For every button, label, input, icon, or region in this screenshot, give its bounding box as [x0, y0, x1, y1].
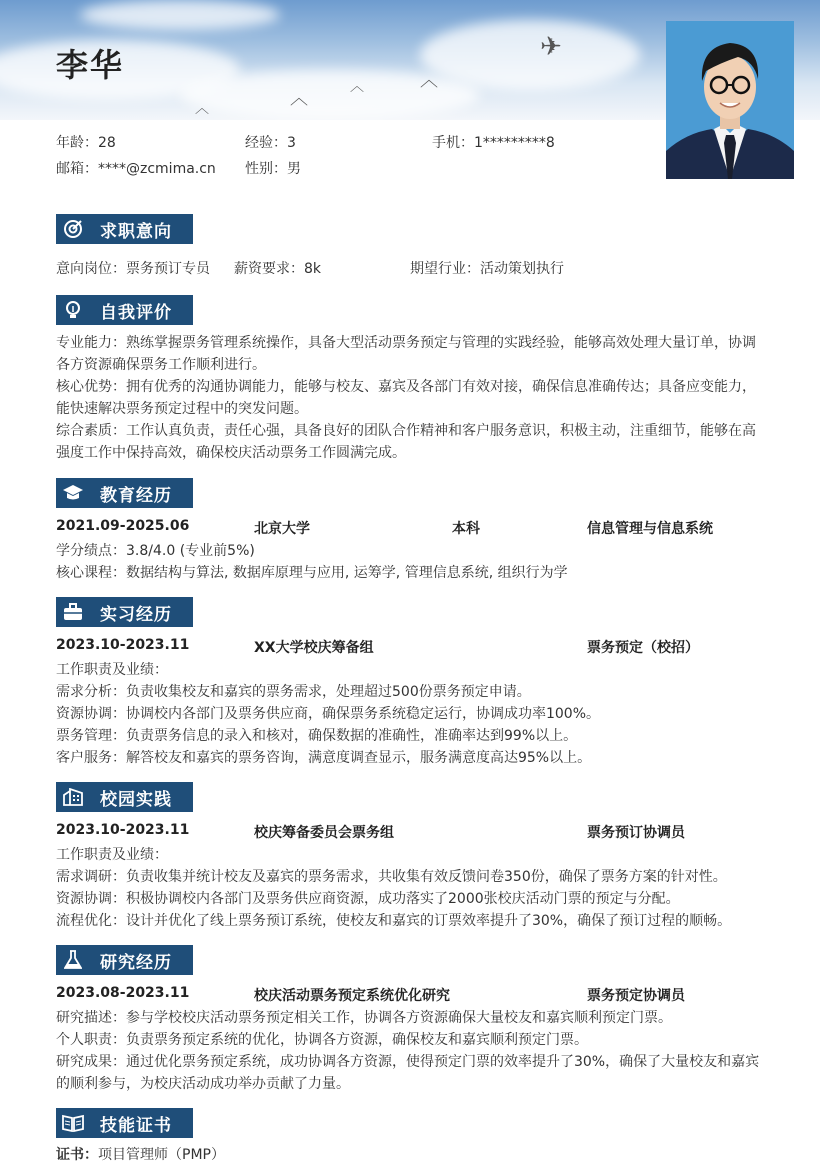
campus-line: 资源协调：积极协调校内各部门及票务供应商资源，成功落实了2000张校庆活动门票的预定与分配。 — [56, 891, 680, 907]
profile-photo — [666, 21, 794, 179]
internship-line: 需求分析：负责收集校友和嘉宾的票务需求，处理超过500份票务预定申请。 — [56, 684, 531, 700]
cert-value: 项目管理师（PMP） — [98, 1147, 225, 1163]
research-line: 个人职责：负责票务预定系统的优化，协调各方资源，确保校友和嘉宾顺利预定门票。 — [56, 1032, 588, 1048]
section-title: 实习经历 — [100, 604, 172, 625]
education-major: 信息管理与信息系统 — [587, 521, 713, 537]
briefcase-icon — [58, 597, 88, 627]
section-title: 研究经历 — [100, 952, 172, 973]
info-experience: 经验：3 — [245, 135, 296, 151]
internship-org: XX大学校庆筹备组 — [254, 640, 374, 656]
section-title: 技能证书 — [100, 1115, 172, 1136]
flask-icon — [58, 945, 88, 975]
section-header-intent — [56, 214, 193, 244]
building-icon — [58, 782, 88, 812]
campus-role: 票务预订协调员 — [587, 825, 685, 841]
bird-icon: ✈ — [540, 32, 562, 62]
bird-icon: ︿ — [420, 70, 438, 91]
education-period: 2021.09-2025.06 — [56, 518, 190, 534]
internship-period: 2023.10-2023.11 — [56, 637, 190, 653]
education-degree: 本科 — [452, 521, 480, 537]
internship-line: 票务管理：负责票务信息的录入和核对，确保数据的准确性，准确率达到99%以上。 — [56, 728, 578, 744]
section-header-self — [56, 295, 193, 325]
education-line: 核心课程：数据结构与算法, 数据库原理与应用, 运筹学, 管理信息系统, 组织行为学 — [56, 565, 568, 581]
target-icon — [58, 214, 88, 244]
campus-line: 工作职责及业绩： — [56, 847, 168, 863]
bird-icon: ︿ — [350, 79, 364, 95]
info-gender: 性别：男 — [245, 161, 301, 177]
section-title: 校园实践 — [100, 789, 172, 810]
self-eval-line: 核心优势：拥有优秀的沟通协调能力，能够与校友、嘉宾及各部门有效对接，确保信息准确传达；具备应变能力， — [56, 379, 756, 395]
section-title: 自我评价 — [100, 302, 172, 323]
self-eval-line: 专业能力：熟练掌握票务管理系统操作，具备大型活动票务预定与管理的实践经验，能够高效处理大量订单，协调 — [56, 335, 756, 351]
self-eval-line: 各方资源确保票务工作顺利进行。 — [56, 357, 266, 373]
education-line: 学分绩点：3.8/4.0 (专业前5%) — [56, 543, 255, 559]
section-title: 教育经历 — [100, 485, 172, 506]
internship-line: 工作职责及业绩： — [56, 662, 168, 678]
intent-salary: 薪资要求：8k — [234, 261, 322, 277]
cert-label: 证书： — [56, 1147, 98, 1163]
info-email: 邮箱：****@zcmima.cn — [56, 161, 216, 177]
campus-period: 2023.10-2023.11 — [56, 822, 190, 838]
section-title: 求职意向 — [100, 221, 172, 242]
info-phone: 手机：1*********8 — [432, 135, 555, 151]
internship-line: 资源协调：协调校内各部门及票务供应商，确保票务系统稳定运行，协调成功率100%。 — [56, 706, 601, 722]
section-header-campus — [56, 782, 193, 812]
section-header-research — [56, 945, 193, 975]
education-school: 北京大学 — [254, 521, 310, 537]
campus-org: 校庆筹备委员会票务组 — [254, 825, 394, 841]
section-header-skills — [56, 1108, 193, 1138]
section-header-education — [56, 478, 193, 508]
campus-line: 需求调研：负责收集并统计校友及嘉宾的票务需求，共收集有效反馈问卷350份，确保了票务方案的针对性。 — [56, 869, 727, 885]
book-icon — [58, 1108, 88, 1138]
campus-line: 流程优化：设计并优化了线上票务预订系统，使校友和嘉宾的订票效率提升了30%，确保了预订过程的顺畅。 — [56, 913, 732, 929]
internship-role: 票务预定（校招） — [587, 640, 699, 656]
research-period: 2023.08-2023.11 — [56, 985, 190, 1001]
bird-icon: ︿ — [195, 101, 209, 117]
info-age: 年龄：28 — [56, 135, 116, 151]
research-line: 研究描述：参与学校校庆活动票务预定相关工作，协调各方资源确保大量校友和嘉宾顺利预定门票。 — [56, 1010, 672, 1026]
candidate-name: 李华 — [56, 46, 125, 84]
lightbulb-icon — [58, 295, 88, 325]
bird-icon: ︿ — [290, 88, 308, 109]
section-header-internship — [56, 597, 193, 627]
self-eval-line: 强度工作中保持高效，确保校庆活动票务工作圆满完成。 — [56, 445, 406, 461]
research-line: 研究成果：通过优化票务预定系统，成功协调各方资源，使得预定门票的效率提升了30%，确保了大量校友和嘉宾 — [56, 1054, 760, 1070]
skills-cert-line — [56, 1144, 768, 1166]
research-line: 的顺利参与，为校庆活动成功举办贡献了力量。 — [56, 1076, 350, 1092]
self-eval-line: 能快速解决票务预定过程中的突发问题。 — [56, 401, 308, 417]
intent-position: 意向岗位：票务预订专员 — [56, 261, 210, 277]
self-eval-line: 综合素质：工作认真负责，责任心强，具备良好的团队合作精神和客户服务意识，积极主动，注重细节，能够在高 — [56, 423, 756, 439]
research-role: 票务预定协调员 — [587, 988, 685, 1004]
intent-industry: 期望行业：活动策划执行 — [410, 261, 564, 277]
internship-line: 客户服务：解答校友和嘉宾的票务咨询，满意度调查显示，服务满意度高达95%以上。 — [56, 750, 592, 766]
graduation-cap-icon — [58, 478, 88, 508]
research-org: 校庆活动票务预定系统优化研究 — [254, 988, 450, 1004]
